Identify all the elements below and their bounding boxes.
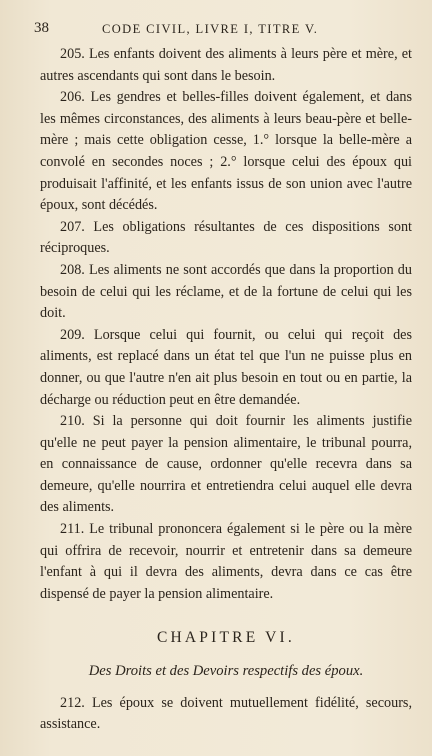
article-207: 207. Les obligations résultantes de ces dispositions sont réciproques.	[40, 218, 412, 257]
page-header	[34, 20, 408, 40]
chapter-heading: CHAPITRE VI.	[156, 629, 295, 647]
page-number: 38	[34, 20, 49, 36]
article-205: 205. Les enfants doivent des aliments à leurs père et mère, et autres ascendants qui sont dans le besoin.	[40, 46, 412, 84]
article-211: 211. Le tribunal prononcera également si le père ou la mère qui offrira de recevoir, nourrir et entretenir dans sa demeure l'enfant à qui il devra des aliments, devra dans ce cas être dispensé de payer la pension alimentaire.	[40, 521, 412, 602]
article-210: 210. Si la personne qui doit fournir les aliments justifie qu'elle ne peut payer la pension alimentaire, le tribunal pourra, en connaissance de cause, ordonner qu'elle recevra dans sa demeure, qu'elle nourrira et entretiendra celui auquel elle devra des aliments.	[40, 413, 412, 516]
article-206: 206. Les gendres et belles-filles doivent également, et dans les mêmes circonstances, des aliments à leurs beau-père et belle-mère ; mais cette obligation cesse, 1.° lorsque la belle-mère a convolé en secondes noces ; 2.° lorsque celui des époux qui produisait l'affinité, et les enfants issus de son union avec l'autre époux, sont décédés.	[40, 89, 412, 214]
chapter-subtitle: Des Droits et des Devoirs respectifs des époux.	[88, 663, 364, 680]
article-209: 209. Lorsque celui qui fournit, ou celui qui reçoit des aliments, est replacé dans un état tel que l'un ne puisse plus en donner, ou que l'autre n'en ait plus besoin en tout ou en partie, la décharge ou réduction peut en être demandée.	[40, 326, 412, 408]
article-212: 212. Les époux se doivent mutuellement fidélité, secours, assistance.	[40, 694, 412, 733]
body-text	[40, 44, 412, 736]
running-title: CODE CIVIL, LIVRE I, TITRE V.	[102, 22, 319, 36]
article-208: 208. Les aliments ne sont accordés que dans la proportion du besoin de celui qui les réclame, et de la fortune de celui qui les doit.	[40, 261, 412, 322]
